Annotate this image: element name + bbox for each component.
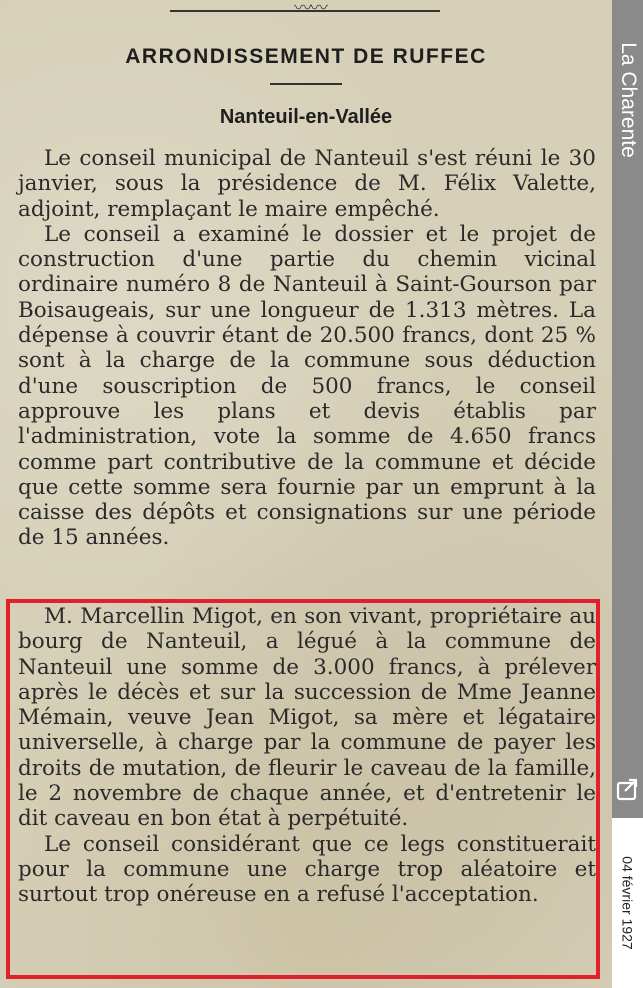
section-title: ARRONDISSEMENT DE RUFFEC bbox=[125, 45, 487, 68]
brand-label: La Charente bbox=[616, 42, 640, 158]
paragraph: Le conseil considérant que ce legs constituerait pour la commune une charge trop aléatoire et surtout trop onéreuse en a refusé l'acceptation. bbox=[18, 831, 596, 908]
paragraph: Le conseil a examiné le dossier et le projet de construction d'une partie du chemin vicinal ordinaire numéro 8 de Nanteuil à Saint-Gourson par Boisaugeais, sur une longueur de 1.313 mètres. La dépense à couvrir étant de 20.500 francs, dont 25 % sont à la charge de la commune sous déduction d'une souscription de 500 francs, le conseil approuve les plans et devis établis par l'administration, vote la somme de 4.650 francs comme part contributive de la commune et décide que cette somme sera fournie par un emprunt à la caisse des dépôts et consignations sur une période de 15 années. bbox=[18, 221, 596, 551]
share-icon[interactable] bbox=[614, 775, 641, 802]
paragraph: Le conseil municipal de Nanteuil s'est réuni le 30 janvier, sous la présidence de M. Félix Valette, adjoint, remplaçant le maire empêché. bbox=[18, 146, 596, 222]
highlight-selection-box bbox=[6, 599, 600, 979]
publication-date: 04 février 1927 bbox=[619, 856, 636, 950]
ornament-wave: 〰〰 bbox=[294, 0, 326, 19]
paragraph: M. Marcellin Migot, en son vivant, propriétaire au bourg de Nanteuil, a légué à la commune de Nanteuil une somme de 3.000 francs, à prélever après le décès et sur la succession de Mme Jeanne Mémain, veuve Jean Migot, sa mère et légataire universelle, à charge par la commune de payer les droits de mutation, de fleurir le caveau de la famille, le 2 novembre de chaque année, et d'entretenir le dit caveau en bon état à perpétuité. bbox=[18, 604, 596, 832]
article-body-top bbox=[18, 146, 596, 551]
date-tab bbox=[612, 818, 643, 988]
sidebar-brand[interactable] bbox=[612, 0, 643, 200]
title-divider bbox=[270, 83, 342, 85]
article-subtitle: Nanteuil-en-Vallée bbox=[219, 106, 393, 128]
